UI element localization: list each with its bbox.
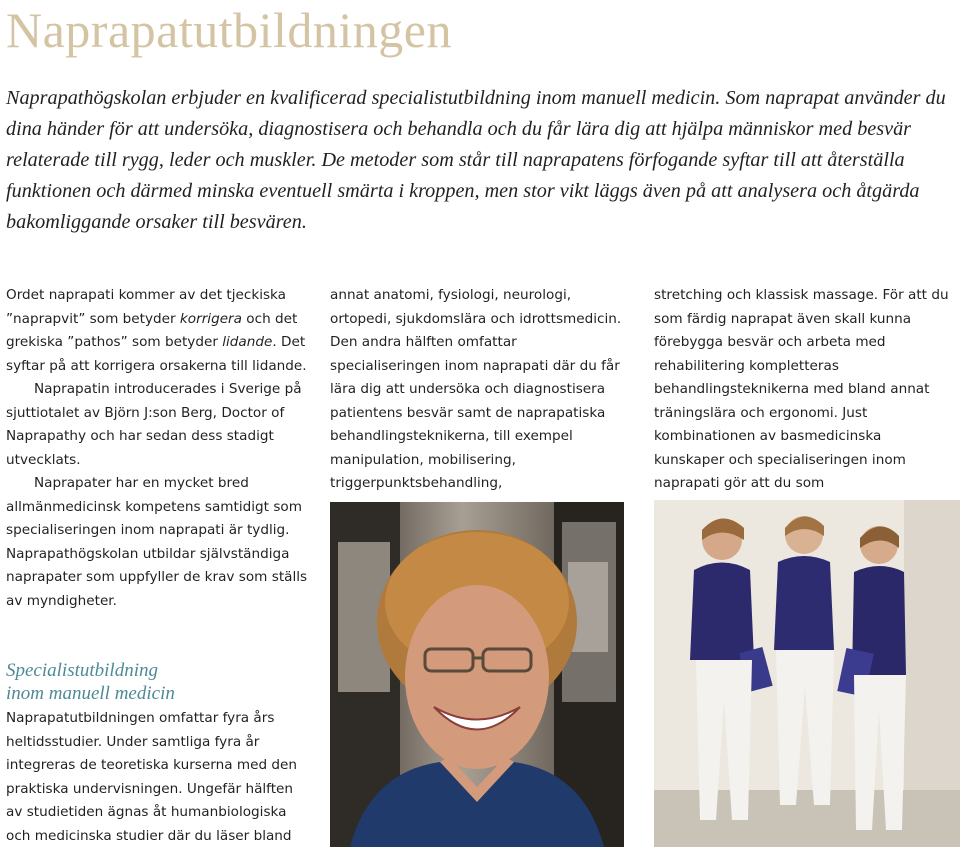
intro-paragraph: Naprapathögskolan erbjuder en kvalificerad specialistutbildning inom manuell medicin. Som naprapat använder du dina händer för att undersöka, diagnostisera och behandla och du får lära dig att hjälpa människor med besvär relaterade till rygg, leder och muskler. De metoder som står till naprapatens förfogande syftar till att återställa funktionen och därmed minska eventuell smärta i kroppen, men stor vikt läggs även på att analysera och åtgärda bakomliggande orsaker till besvären.	[6, 87, 946, 233]
emphasis-korrigera: korrigera	[179, 310, 242, 327]
column1-paragraph-1: Ordet naprapati kommer av det tjeckiska ”naprapvit” som betyder korrigera och det grekiska ”pathos” som betyder lidande. Det syftar på att korrigera orsakerna till lidande.	[6, 287, 307, 374]
emphasis-lidande: lidande	[222, 334, 273, 350]
section-subheading: Specialistutbildning inom manuell medicin	[6, 660, 175, 704]
student-portrait-photo	[330, 502, 624, 847]
column3-paragraph-1: stretching och klassisk massage. För att du som färdig naprapat även skall kunna förebygga besvär och arbeta med rehabilitering kompletteras behandlingsteknikerna med bland annat träningslära och ergonomi. Just kombinationen av basmedicinska kunskaper och specialiseringen inom naprapati gör att du som	[654, 287, 949, 491]
text-column-1	[6, 284, 311, 613]
column1-paragraph-2: Naprapatin introducerades i Sverige på sjuttiotalet av Björn J:son Berg, Doctor of Naprapathy och har sedan dess stadigt utvecklats.	[6, 381, 302, 468]
students-group-illustration	[654, 500, 960, 847]
column1-paragraph-3: Naprapater har en mycket bred allmänmedicinsk kompetens samtidigt som specialiseringen inom naprapati är tydlig. Naprapathögskolan utbildar självständiga naprapater som uppfyller de krav som ställs av myndigheter.	[6, 475, 308, 609]
student-portrait-illustration	[330, 502, 624, 847]
column1-paragraph-4: Naprapatutbildningen omfattar fyra års heltidsstudier. Under samtliga fyra år integreras de teoretiska kurserna med den praktiska undervisningen. Ungefär hälften av studietiden ägnas åt humanbiologiska och medicinska studier där du läser bland	[6, 710, 298, 844]
column2-paragraph-1: annat anatomi, fysiologi, neurologi, ortopedi, sjukdomslära och idrottsmedicin. Den andra hälften omfattar specialiseringen inom naprapati där du får lära dig att undersöka och diagnostisera patientens besvär samt de naprapatiska behandlingsteknikerna, till exempel manipulation, mobilisering, triggerpunktsbehandling,	[330, 287, 622, 491]
text-column-2	[330, 284, 630, 496]
page-title: Naprapatutbildningen	[6, 2, 452, 58]
text-column-3	[654, 284, 950, 496]
text-column-1-continued	[6, 707, 311, 848]
students-group-photo	[654, 500, 960, 847]
